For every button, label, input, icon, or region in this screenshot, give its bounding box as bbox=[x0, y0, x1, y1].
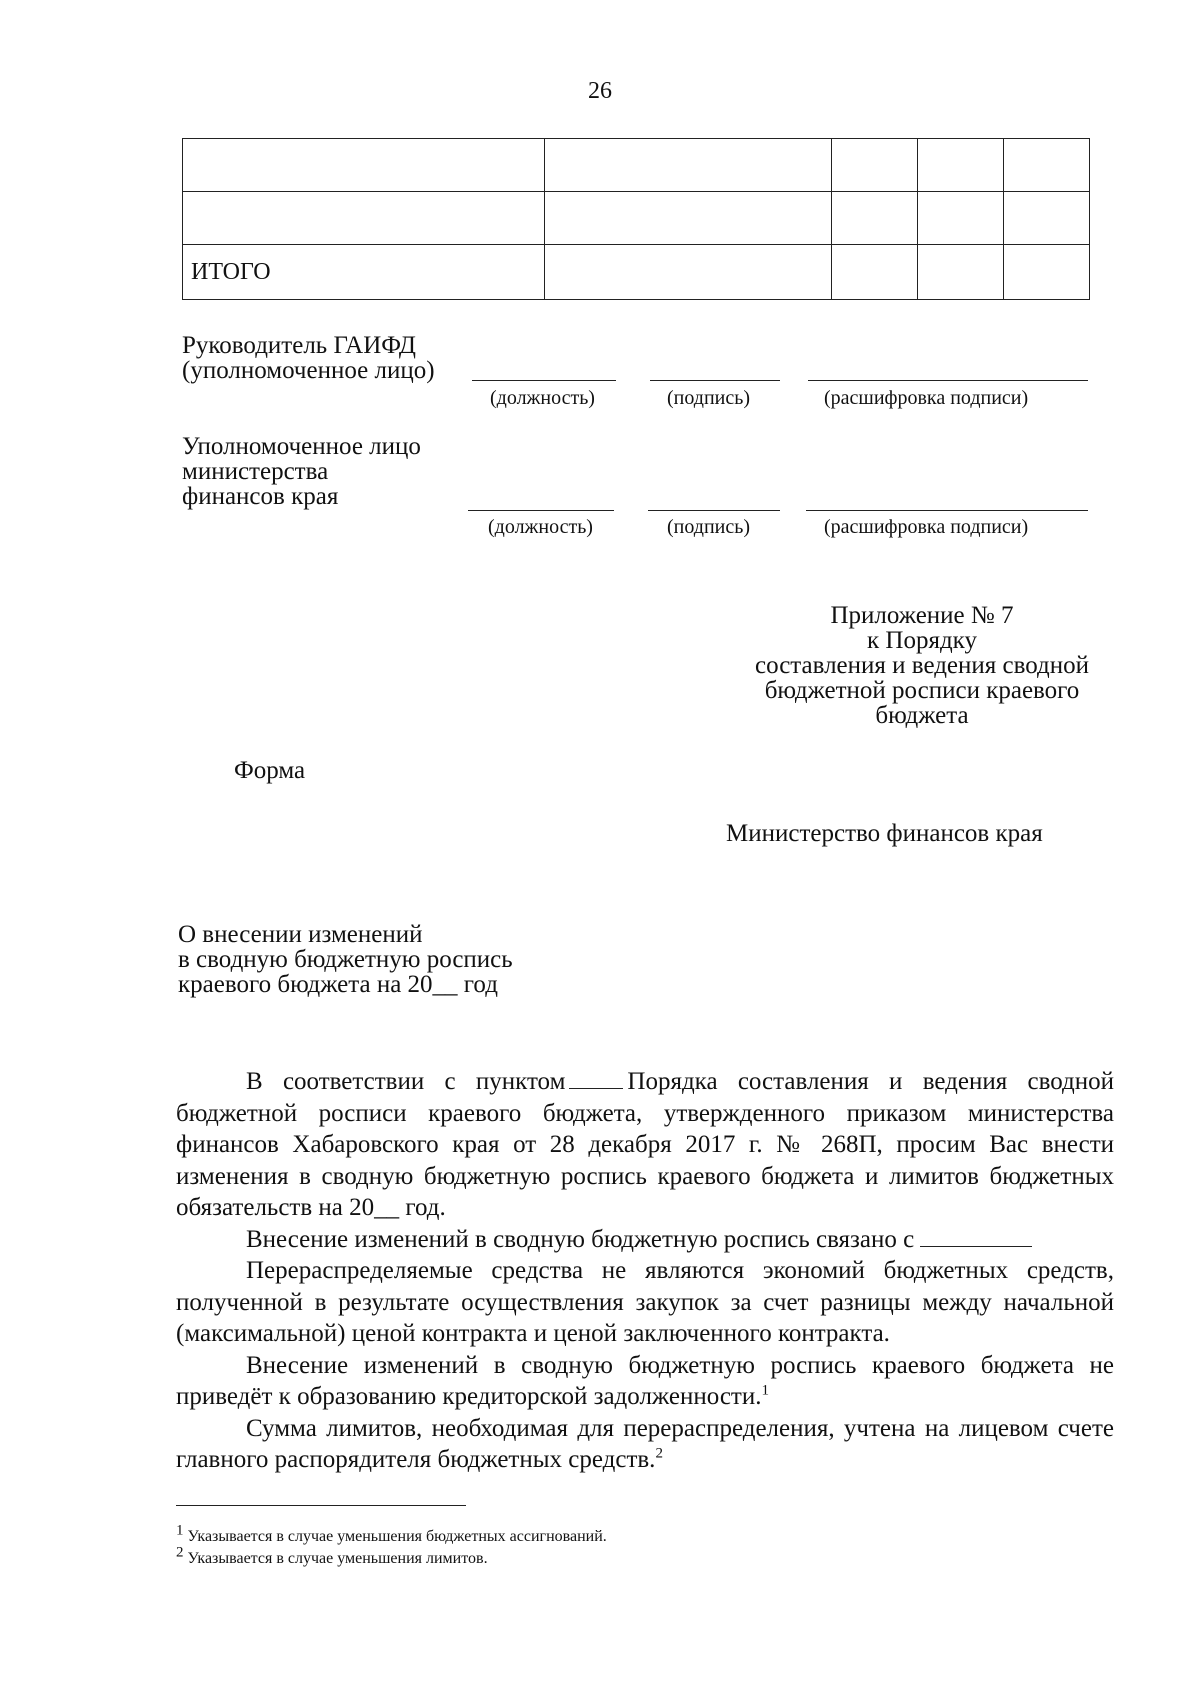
appendix-line: бюджетной росписи краевого bbox=[764, 677, 1080, 704]
appendix-header bbox=[732, 603, 1112, 728]
signature-line bbox=[650, 380, 780, 381]
body-paragraph bbox=[176, 1413, 1114, 1476]
signatory-title: (уполномоченное лицо) bbox=[182, 357, 435, 384]
addressee: Министерство финансов края bbox=[726, 820, 1043, 847]
footnote-ref: 2 bbox=[655, 1445, 663, 1462]
appendix-line: бюджета bbox=[875, 702, 969, 729]
decoding-line bbox=[806, 510, 1088, 511]
total-label: ИТОГО bbox=[183, 245, 545, 300]
table-cell bbox=[1004, 139, 1090, 192]
table-cell bbox=[918, 245, 1004, 300]
letter-subject bbox=[178, 922, 513, 997]
table-cell bbox=[832, 245, 918, 300]
caption-position: (должность) bbox=[490, 387, 595, 409]
paragraph-text: В соответствии с пунктом bbox=[246, 1068, 566, 1095]
decoding-line bbox=[808, 380, 1088, 381]
signatory-title: министерства bbox=[182, 458, 329, 485]
subject-line: О внесении изменений bbox=[178, 921, 423, 948]
footnote-1 bbox=[176, 1522, 607, 1547]
table-cell bbox=[1004, 245, 1090, 300]
appendix-line: к Порядку bbox=[867, 627, 977, 654]
body-paragraph bbox=[176, 1224, 1114, 1256]
subject-line: краевого бюджета на 20__ год bbox=[178, 971, 498, 998]
subject-line: в сводную бюджетную роспись bbox=[178, 946, 513, 973]
footnote-2 bbox=[176, 1544, 488, 1569]
summary-table bbox=[182, 138, 1090, 300]
signature-block-1-title bbox=[182, 333, 435, 383]
table-cell bbox=[183, 139, 545, 192]
signatory-title: Уполномоченное лицо bbox=[182, 433, 421, 460]
paragraph-text: Внесение изменений в сводную бюджетную роспись связано с bbox=[246, 1225, 915, 1253]
caption-signature: (подпись) bbox=[667, 516, 751, 538]
table-cell bbox=[918, 139, 1004, 192]
table-cell bbox=[544, 245, 832, 300]
table-cell bbox=[832, 192, 918, 245]
table-row bbox=[183, 192, 1090, 245]
footnote-separator bbox=[176, 1505, 466, 1506]
caption-decoding: (расшифровка подписи) bbox=[824, 516, 1029, 538]
signatory-title: финансов края bbox=[182, 483, 339, 510]
paragraph-text: Порядка составления и ведения сводной бюджетной росписи краевого бюджета, утвержденного приказом министерства финансов Хабаровского края от 28 декабря 2017 г. № 268П, просим Вас внести изменения в сводную бюджетную роспись краевого бюджета и лимитов бюджетных обязательств на 20__ год. bbox=[176, 1068, 1114, 1221]
footnote-mark: 2 bbox=[176, 1544, 184, 1561]
footnote-text: Указывается в случае уменьшения бюджетных ассигнований. bbox=[187, 1528, 607, 1545]
table-cell bbox=[183, 192, 545, 245]
appendix-line: Приложение № 7 bbox=[830, 602, 1014, 629]
footnote-ref: 1 bbox=[761, 1382, 769, 1399]
table-row bbox=[183, 139, 1090, 192]
signatory-title: Руководитель ГАИФД bbox=[182, 332, 416, 359]
footnote-mark: 1 bbox=[176, 1522, 184, 1539]
paragraph-text: Внесение изменений в сводную бюджетную роспись краевого бюджета не приведёт к образованию кредиторской задолженности. bbox=[176, 1351, 1114, 1410]
signature-line bbox=[648, 510, 780, 511]
signature-block-2-title bbox=[182, 434, 421, 509]
table-row-total bbox=[183, 245, 1090, 300]
caption-signature: (подпись) bbox=[667, 387, 751, 409]
body-paragraph bbox=[176, 1066, 1114, 1224]
caption-position: (должность) bbox=[488, 516, 593, 538]
table-cell bbox=[544, 192, 832, 245]
letter-body bbox=[176, 1066, 1114, 1476]
paragraph-text: Перераспределяемые средства не являются экономий бюджетных средств, полученной в результате осуществления закупок за счет разницы между начальной (максимальной) ценой контракта и ценой заключенного контракта. bbox=[176, 1257, 1114, 1347]
paragraph-text: Сумма лимитов, необходимая для перераспределения, учтена на лицевом счете главного распорядителя бюджетных средств. bbox=[176, 1414, 1114, 1473]
caption-decoding: (расшифровка подписи) bbox=[824, 387, 1029, 409]
form-label: Форма bbox=[234, 757, 306, 784]
appendix-line: составления и ведения сводной bbox=[754, 652, 1090, 679]
table-cell bbox=[544, 139, 832, 192]
position-line bbox=[468, 510, 614, 511]
fill-in-blank bbox=[920, 1245, 1032, 1247]
table-cell bbox=[918, 192, 1004, 245]
position-line bbox=[472, 380, 616, 381]
body-paragraph bbox=[176, 1255, 1114, 1350]
footnote-text: Указывается в случае уменьшения лимитов. bbox=[187, 1550, 488, 1567]
table-cell bbox=[1004, 192, 1090, 245]
page-number: 26 bbox=[588, 78, 612, 104]
body-paragraph bbox=[176, 1350, 1114, 1413]
table-cell bbox=[832, 139, 918, 192]
fill-in-blank bbox=[569, 1087, 623, 1089]
